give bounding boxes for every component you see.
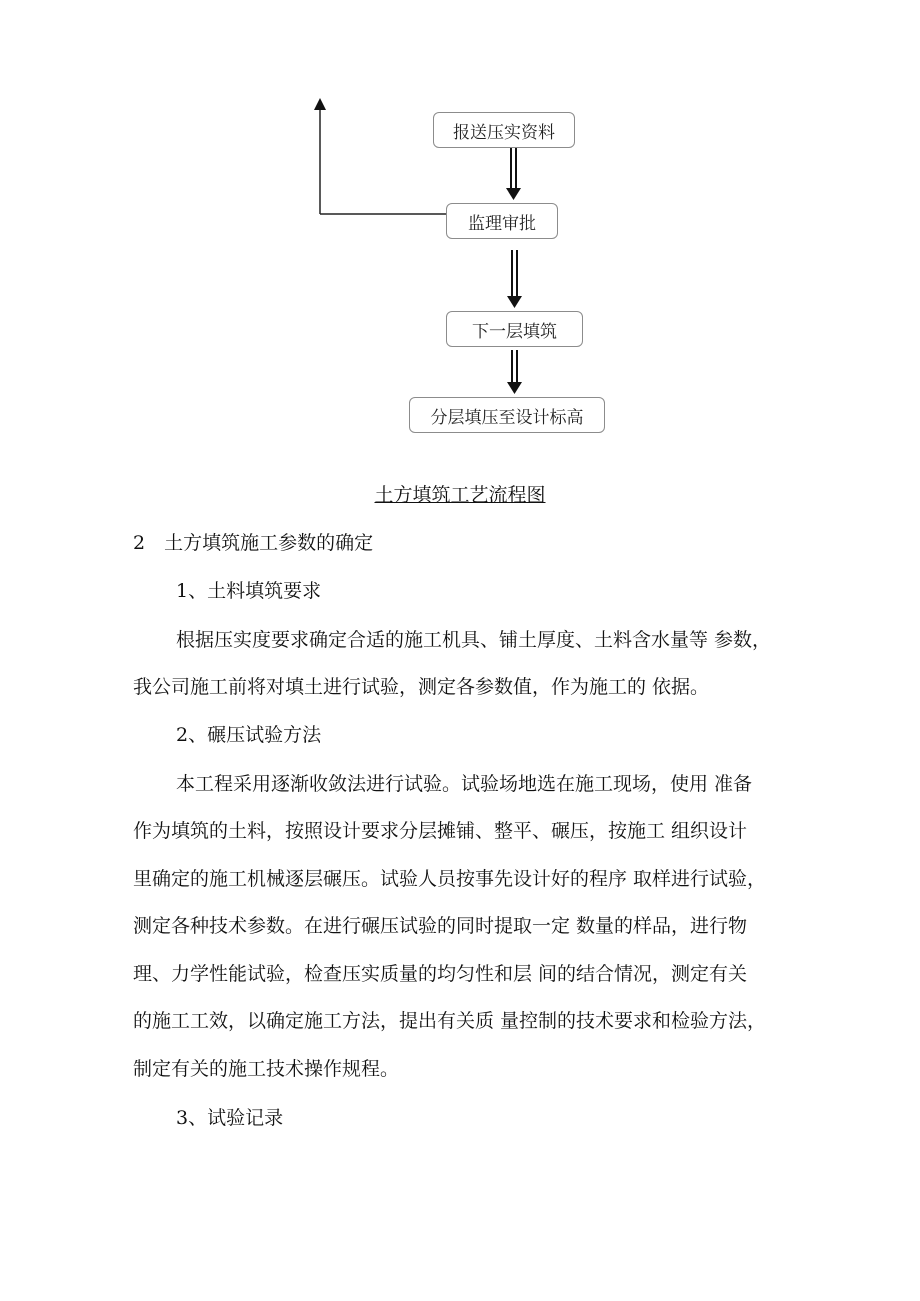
subsection-1-title: 1、土料填筑要求 [176,580,322,602]
sub2-line-1: 本工程采用逐渐收敛法进行试验。试验场地选在施工现场，使用 准备 [176,773,753,795]
flow-box-label: 下一层填筑 [472,321,557,342]
flow-box-label: 监理审批 [468,213,536,234]
subsection-3-title: 3、试验记录 [176,1107,284,1129]
arrow-1 [506,148,521,200]
flow-box-label: 报送压实资料 [453,122,555,143]
sub1-line-1: 根据压实度要求确定合适的施工机具、铺土厚度、土料含水量等 参数， [176,629,772,651]
subsection-2-title: 2、碾压试验方法 [176,724,322,746]
arrow-2 [507,250,522,308]
sub1-line-2: 我公司施工前将对填土进行试验，测定各参数值，作为施工的 依据。 [133,676,710,698]
flow-box-supervisor-approval [446,203,558,239]
flow-box-label: 分层填压至设计标高 [430,407,584,428]
sub2-line-3: 里确定的施工机械逐层碾压。试验人员按事先设计好的程序 取样进行试验， [133,868,767,890]
flow-box-report-data [433,112,575,148]
sub2-line-7: 制定有关的施工技术操作规程。 [133,1058,400,1080]
sub2-line-5: 理、力学性能试验，检查压实质量的均匀性和层 间的结合情况，测定有关 [133,963,748,985]
sub2-line-2: 作为填筑的土料，按照设计要求分层摊铺、整平、碾压，按施工 组织设计 [133,820,748,842]
flowchart-caption: 土方填筑工艺流程图 [374,484,546,506]
arrow-3 [507,350,522,394]
flow-box-next-layer [446,311,583,347]
feedback-arrowhead [314,98,326,110]
sub2-line-6: 的施工工效，以确定施工方法，提出有关质 量控制的技术要求和检验方法， [133,1010,767,1032]
flow-box-layered-compaction [409,397,605,433]
sub2-line-4: 测定各种技术参数。在进行碾压试验的同时提取一定 数量的样品，进行物 [133,915,748,937]
section-heading: 2 土方填筑施工参数的确定 [133,532,374,554]
